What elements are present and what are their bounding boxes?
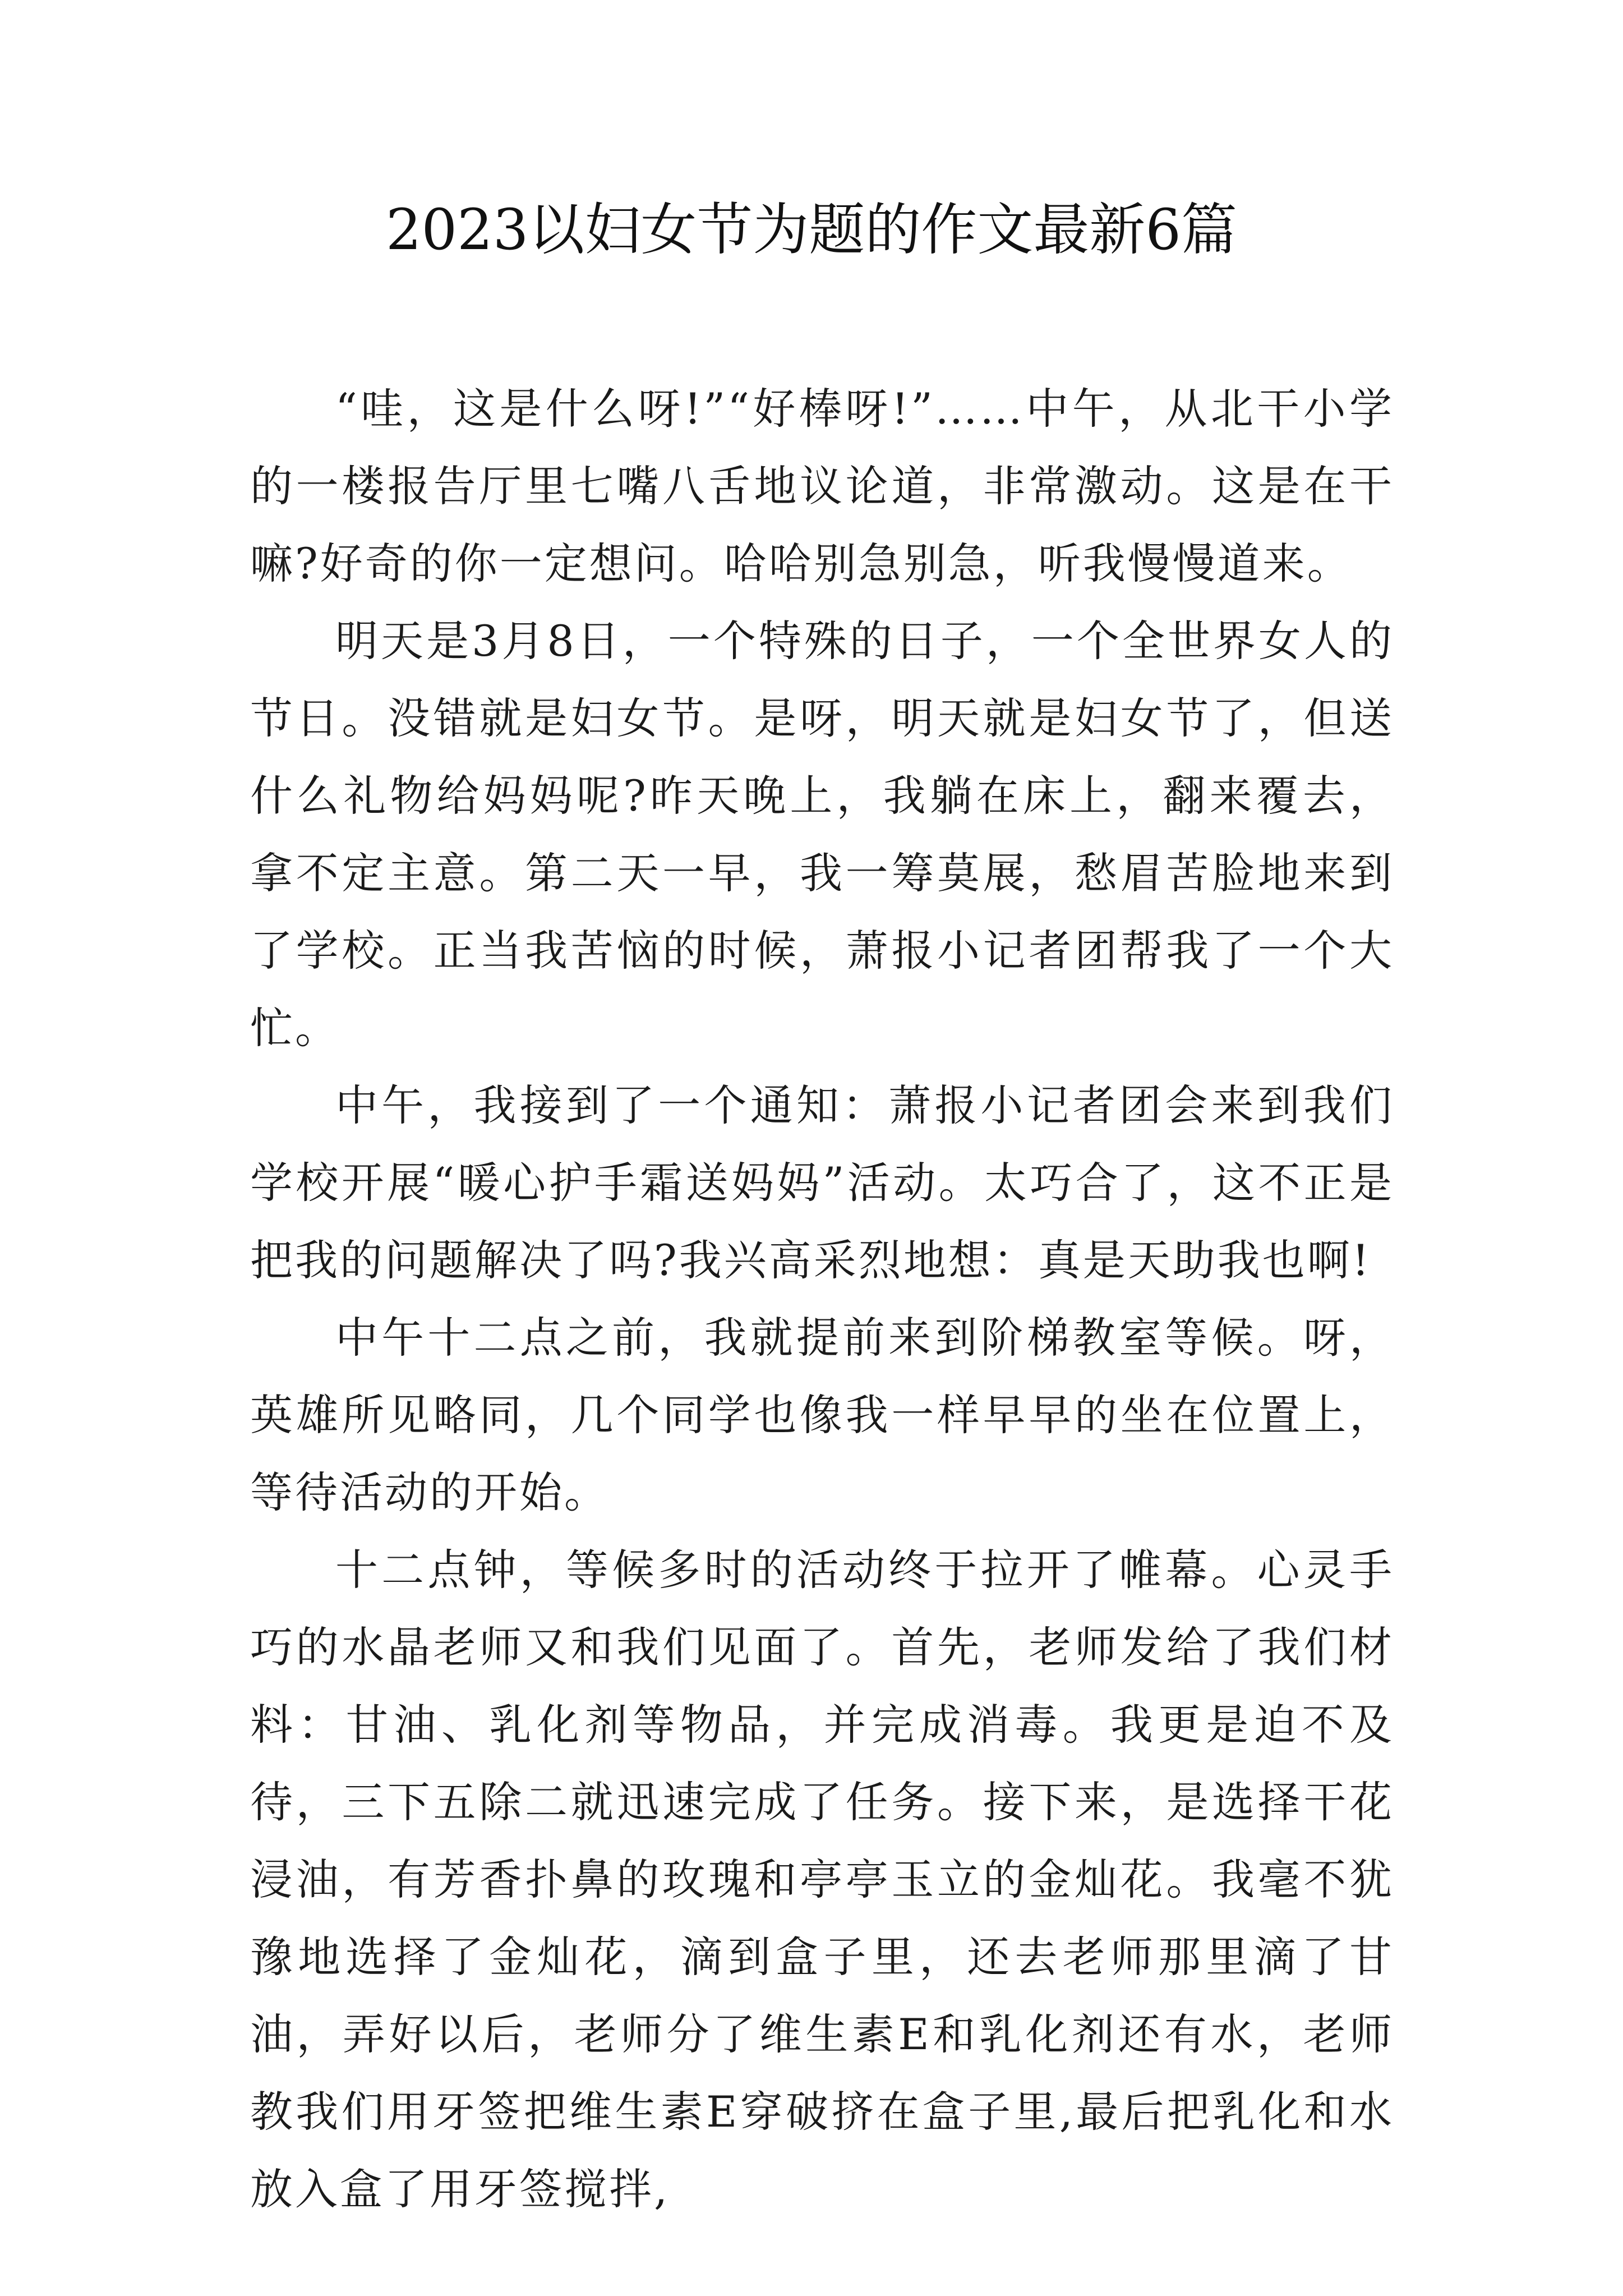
paragraph: “哇，这是什么呀!”“好棒呀!”……中午，从北干小学的一楼报告厅里七嘴八舌地议论道，非常激动。这是在干嘛?好奇的你一定想问。哈哈别急别急，听我慢慢道来。 — [250, 384, 1394, 588]
document-body — [250, 370, 1394, 2228]
document-title: 2023以妇女节为题的作文最新6篇 — [385, 197, 1238, 263]
paragraph: 明天是3月8日，一个特殊的日子，一个全世界女人的节日。没错就是妇女节。是呀，明天就是妇女节了，但送什么礼物给妈妈呢?昨天晚上，我躺在床上，翻来覆去，拿不定主意。第二天一早，我一筹莫展，愁眉苦脸地来到了学校。正当我苦恼的时候，萧报小记者团帮我了一个大忙。 — [250, 616, 1394, 1053]
paragraph: 中午，我接到了一个通知：萧报小记者团会来到我们学校开展“暖心护手霜送妈妈”活动。太巧合了，这不正是把我的问题解决了吗?我兴高采烈地想：真是天助我也啊! — [250, 1080, 1394, 1285]
paragraph: 中午十二点之前，我就提前来到阶梯教室等候。呀，英雄所见略同，几个同学也像我一样早早的坐在位置上，等待活动的开始。 — [250, 1313, 1394, 1517]
paragraph: 十二点钟，等候多时的活动终于拉开了帷幕。心灵手巧的水晶老师又和我们见面了。首先，老师发给了我们材料：甘油、乳化剂等物品，并完成消毒。我更是迫不及待，三下五除二就迅速完成了任务。接下来，是选择干花浸油，有芳香扑鼻的玫瑰和亭亭玉立的金灿花。我毫不犹豫地选择了金灿花，滴到盒子里，还去老师那里滴了甘油，弄好以后，老师分了维生素E和乳化剂还有水，老师教我们用牙签把维生素E穿破挤在盒子里,最后把乳化和水放入盒了用牙签搅拌, — [250, 1545, 1394, 2214]
